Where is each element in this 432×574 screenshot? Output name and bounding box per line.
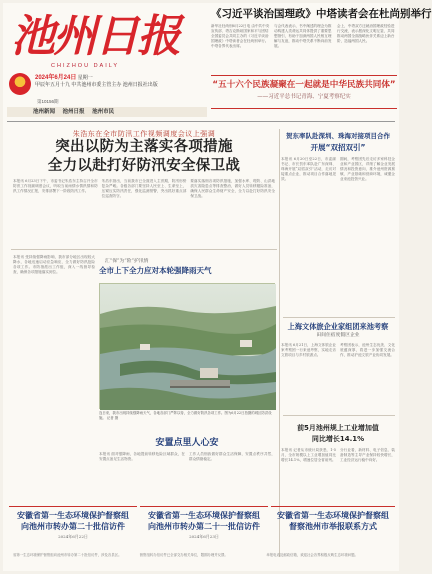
divider [283, 317, 395, 318]
footer-text [3, 551, 399, 571]
dateline [35, 75, 205, 89]
lead-headline-line: 全力以赴打好防汛安全保卫战 [47, 158, 241, 174]
article-body [13, 255, 95, 465]
footer-column: 举报电话及邮政信箱，欢迎社会各界积极反映生态环境问题。 [266, 553, 358, 557]
notice-title-line: 安徽省第一生态环境保护督察组 [277, 511, 389, 520]
notice-title [140, 507, 268, 532]
article-body [281, 343, 395, 411]
notice-title [271, 507, 395, 532]
issue-number: 第10156期 [37, 99, 59, 104]
article-body [281, 157, 395, 322]
article-subtitle: 田间住宿度假区企业 [316, 333, 360, 338]
side-article-industry [281, 423, 395, 500]
edition-tab[interactable]: 池州日报 [62, 109, 85, 115]
river-photo-image [100, 284, 276, 410]
quote-subtitle: ——习近平总书记青海、宁夏考察纪实 [257, 94, 351, 100]
photo-headline[interactable]: 全市上下全力应对本轮强降雨天气 [99, 266, 212, 275]
edition-tab[interactable]: 池州新闻 [33, 109, 56, 115]
lead-body [13, 179, 275, 245]
notice-title-line: 向池州市转办第二十一批信访件 [148, 522, 260, 531]
notice-date: 2024年6月23日 [189, 534, 219, 539]
edition-tab[interactable]: 池州市民 [92, 109, 115, 115]
divider [283, 415, 395, 416]
photo-caption: 连日来，我市出现持续强降雨天气，各地各部门严阵以待，全力做好防汛各项工作。图为6月22日拍摄的城区防洪设施。 记者 摄 [99, 411, 272, 420]
mid-article [99, 437, 275, 502]
inspection-notice[interactable] [9, 506, 137, 546]
article-column: 本报讯 记者从市统计局获悉，1-5月，全市规模以上工业增加值同比增长14.1%，增速位居全省前列。 [281, 448, 336, 463]
article-body [281, 448, 395, 500]
notice-title-line: 安徽省第一生态环境保护督察组 [17, 511, 129, 520]
publish-date: 2024年6月24日 [35, 75, 77, 81]
notice-title-line: 向池州市转办第二十批信访件 [21, 522, 125, 531]
weekday: 星期一 [77, 75, 93, 81]
headline-line: 开展“双招双引” [310, 143, 366, 152]
inspection-notice[interactable] [140, 506, 268, 546]
article-column: 本报讯 面对强降雨，各地提前转移危险区域群众，在安置点备足生活物资。 [99, 452, 185, 462]
photo-kicker: 汇“保”为“险”护汛情 [105, 259, 149, 264]
newspaper-page [3, 3, 432, 571]
divider [11, 249, 277, 250]
dateline-info: 甲辰年五月十九 中共池州市委主管主办 池州日报社出版 [35, 82, 158, 88]
notice-date: 2024年6月22日 [58, 534, 88, 539]
newspaper-logo[interactable]: 池州日报 [11, 11, 179, 62]
article-column: 本报讯 受持续强降雨影响，我市部分地区出现较大降水，各地迅速启动应急响应，全力做好防汛抢险各项工作。市防指派出工作组，深入一线督导检查，确保各项措施落实到位。 [13, 255, 95, 275]
lead-kicker: 朱浩东在全市防汛工作视频调度会议上强调 [72, 130, 216, 138]
article-headline[interactable]: 上海文体旅企业家组团来池考察 [287, 322, 389, 331]
headline-line: 同比增长14.1% [311, 435, 365, 443]
article-column: 分行业看，新材料、电子信息、装备制造等主导产业保持较快增长，工业经济运行稳中向好。 [340, 448, 395, 463]
article-column: 会上，中塔双方还就治国理政经验进行交流，表示愿深化文明互鉴，共同推动两国全面战略伙伴关系迈上新台阶，造福两国人民。 [337, 24, 395, 43]
article-headline[interactable]: 安置点里人心安 [155, 438, 219, 448]
side-article-investment [281, 131, 395, 322]
notice-title-line: 督察池州市举报联系方式 [289, 522, 377, 531]
article-column: 考察团表示，池州生态优美、文化底蕴深厚，将进一步加强交流合作，推动沪池文旅产业协同发展。 [340, 343, 395, 358]
article-column: 本报讯 6月20日至22日，市委副书记、市长贺东率队赴广东深圳、珠海开展“双招双引”活动，走访对接重点企业，推动项目合作落地见效。 [281, 157, 336, 182]
divider [279, 129, 280, 557]
notice-title-line: 安徽省第一生态环境保护督察组 [148, 511, 260, 520]
footer-column: 督察组转办信访件已全部交办相关单位，限期办理并反馈。 [139, 553, 228, 557]
news-photo[interactable] [99, 283, 275, 409]
quote-banner[interactable] [211, 75, 397, 109]
article-headline[interactable]: 《习近平谈治国理政》中塔读者会在杜尚别举行 [211, 8, 432, 20]
headline-line: 贺东率队赴深圳、珠海对接项目合作 [286, 132, 390, 140]
footer-column: 省第一生态环境保护督察组向池州市转办第二十批信访件，涉及各县区。 [13, 553, 122, 557]
article-column: 本报讯 6月21日，上海文体旅企业家考察团一行来池考察，实地走访文旅项目与乡村旅游点。 [281, 343, 336, 358]
lead-headline-line: 突出以防为主落实各项措施 [55, 139, 233, 155]
article-headline[interactable] [281, 131, 395, 153]
article-column: 工作人员细致做好群众生活保障，安置点秩序井然，群众情绪稳定。 [189, 452, 275, 462]
logo-subtitle: CHIZHOU DAILY [51, 63, 120, 69]
divider [7, 121, 395, 122]
article-body [99, 452, 275, 502]
article-headline[interactable] [281, 423, 395, 445]
inspection-notice[interactable] [271, 506, 395, 546]
headline-line: 前5月池州规上工业增加值 [297, 424, 379, 432]
notice-title [9, 507, 137, 532]
masthead [3, 3, 432, 123]
lead-headline[interactable] [13, 138, 275, 176]
top-right-article [211, 7, 432, 64]
article-column: 新华社杜尚别6月22日电 由中共中央宣传部、塔吉克斯坦国家和平与团结全国委员会共同主办的《习近平谈治国理政》中塔读者会在杜尚别举行。中塔各界代表出席。 [211, 24, 270, 48]
article-column: 期间，考察团先后走访多家科技企业和产业园区，详细了解企业发展情况和投资意向，推介池州资源禀赋、产业基础和营商环境，诚邀企业来池投资兴业。 [340, 157, 395, 182]
emblem-icon [9, 73, 31, 95]
side-article-shanghai [281, 321, 395, 411]
article-body [211, 24, 397, 64]
edition-bar [7, 107, 207, 117]
article-column: 与会代表表示，书中阐述的理念为推动构建人类命运共同体提供了重要思想指引，有助于加深两国人民相互理解与友谊，推动中塔关系不断向前发展。 [274, 24, 332, 48]
article-column: 本报讯 6月23日下午，市委书记朱浩东主持召开全市防汛工作视频调度会议，听取当前雨情水情汛情和防汛工作情况汇报，安排部署下一阶段防汛工作。 [13, 179, 98, 194]
quote-headline: “五十六个民族凝聚在一起就是中华民族共同体” [212, 80, 396, 90]
article-column: 朱浩东指出，当前我市已全面进入主汛期，防汛形势复杂严峻。各级各部门要坚持人民至上、生命至上，压紧压实防汛责任，强化监测预警，突出抓好重点部位巡查防守。 [101, 179, 187, 199]
article-column: 要落实落细各项防汛措施，加强水库、堤防、山洪地质灾害隐患点等排查整治，做好人员转移避险准备，确保人民群众生命财产安全，全力以赴打好防汛安全保卫战。 [190, 179, 276, 199]
